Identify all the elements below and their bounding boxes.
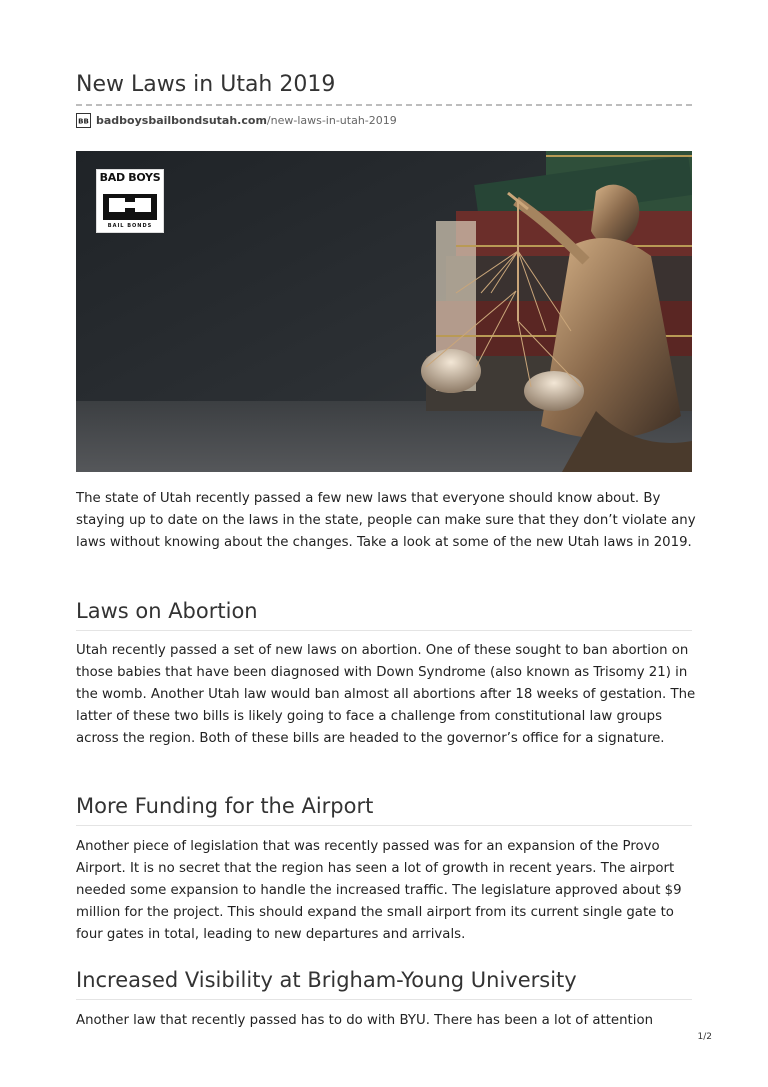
page-number: 1/2 [697,1032,712,1042]
bad-boys-logo [96,169,164,233]
section-heading-abortion: Laws on Abortion [76,599,692,631]
section-heading-byu: Increased Visibility at Brigham-Young University [76,968,692,1000]
svg-text:BB: BB [78,117,89,125]
source-path[interactable]: /new-laws-in-utah-2019 [266,113,397,127]
page-title: New Laws in Utah 2019 [76,72,336,97]
section-heading-airport: More Funding for the Airport [76,794,692,826]
logo-subtext: BAIL BONDS [107,223,153,229]
title-divider [76,104,692,106]
hero-image [76,151,692,472]
section-body-airport: Another piece of legislation that was recently passed was for an expansion of the Provo Airport. It is no secret that the region has seen a lot of growth in recent years. The airport needed some expansion to handle the increased traffic. The legislature approved about $9 million for the project. This should expand the small airport from its current single gate to four gates in total, leading to new departures and arrivals. [76,839,682,942]
lady-justice-illustration [76,151,692,472]
source-favicon-icon [76,113,91,128]
section-body-byu: Another law that recently passed has to do with BYU. There has been a lot of attention [76,1013,654,1028]
source-domain[interactable]: badboysbailbondsutah.com [96,113,267,127]
logo-emblem-icon [97,186,163,226]
section-body-abortion: Utah recently passed a set of new laws on abortion. One of these sought to ban abortion on those babies that have been diagnosed with Down Syndrome (also known as Trisomy 21) in the womb. Another Utah law would ban almost all abortions after 18 weeks of gestation. The latter of these two bills is likely going to face a challenge from constitutional law groups across the region. Both of these bills are headed to the governor’s office for a signature. [76,643,696,746]
intro-paragraph: The state of Utah recently passed a few new laws that everyone should know about. By staying up to date on the laws in the state, people can make sure that they don’t violate any laws without knowing about the changes. Take a look at some of the new Utah laws in 2019. [76,491,696,550]
source-line [76,111,397,129]
logo-text: BAD BOYS [99,171,161,184]
